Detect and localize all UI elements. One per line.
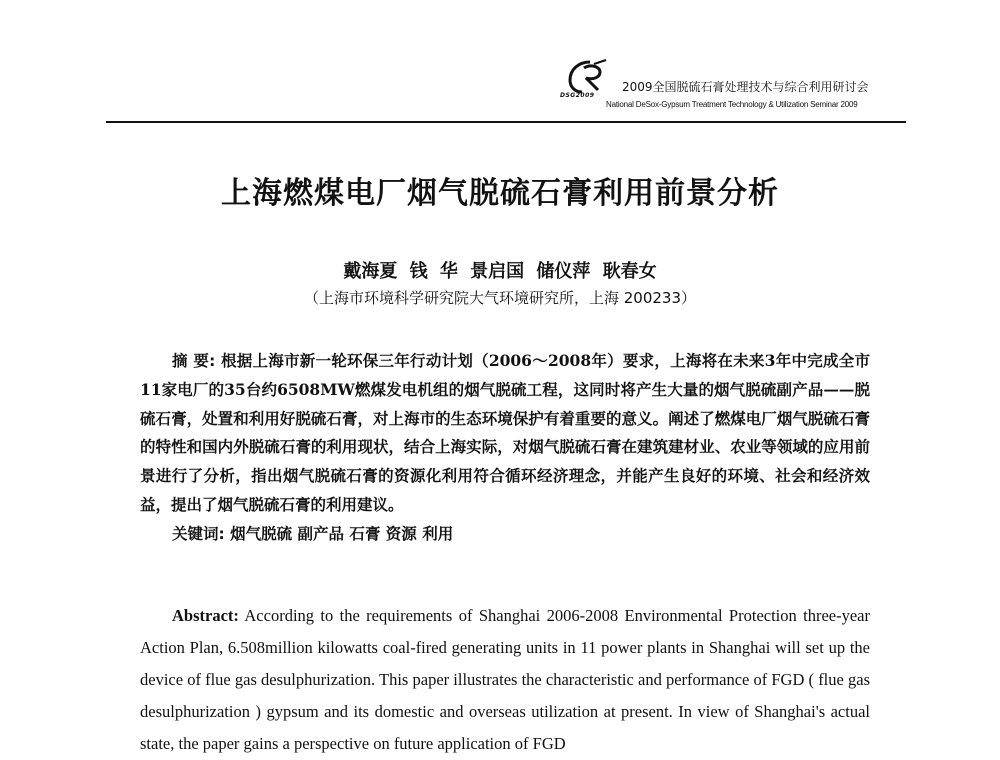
conference-header [560, 58, 910, 118]
abstract-en-text: According to the requirements of Shanghai 2006-2008 Environmental Protection three-year Action Plan, 6.508million kilowatts coal-fired generating units in 11 power plants in Shanghai will set up the device of flue gas desulphurization. This paper illustrates the characteristic and performance of FGD ( flue gas desulphurization ) gypsum and its domestic and overseas utilization at present. In view of Shanghai's actual state, the paper gains a perspective on future application of FGD [140, 606, 871, 753]
keywords-line [140, 520, 870, 549]
abstract-cn-label: 摘 要: [172, 352, 216, 370]
abstract-en-paragraph [140, 600, 870, 760]
abstract-cn [140, 347, 870, 549]
abstract-en-label: Abstract: [172, 606, 239, 625]
header-divider [106, 121, 906, 123]
paper-title: 上海燃煤电厂烟气脱硫石膏利用前景分析 [221, 176, 779, 211]
abstract-cn-text: 根据上海市新一轮环保三年行动计划（2006～2008年）要求，上海将在未来3年中完成全市11家电厂的35台约6508MW燃煤发电机组的烟气脱硫工程，这同时将产生大量的烟气脱硫副产品——脱硫石膏，处置和利用好脱硫石膏，对上海市的生态环境保护有着重要的意义。阐述了燃煤电厂烟气脱硫石膏的特性和国内外脱硫石膏的利用现状，结合上海实际，对烟气脱硫石膏在建筑建材业、农业等领域的应用前景进行了分析，指出烟气脱硫石膏的资源化利用符合循环经济理念，并能产生良好的环境、社会和经济效益，提出了烟气脱硫石膏的利用建议。 [140, 351, 870, 514]
conference-name-en: National DeSox-Gypsum Treatment Technology & Utilization Seminar 2009 [606, 100, 858, 109]
logo-text: DSG2009 [560, 92, 595, 99]
paper-affiliation: （上海市环境科学研究院大气环境研究所，上海 200233） [303, 289, 697, 307]
keywords-label: 关键词: [172, 524, 225, 543]
keywords: 烟气脱硫 副产品 石膏 资源 利用 [230, 523, 454, 543]
paper-authors: 戴海夏 钱 华 景启国 储仪萍 耿春女 [343, 261, 657, 282]
abstract-en [140, 600, 870, 760]
conference-name-cn: 2009全国脱硫石膏处理技术与综合利用研讨会 [622, 80, 869, 94]
abstract-cn-paragraph [140, 347, 870, 520]
